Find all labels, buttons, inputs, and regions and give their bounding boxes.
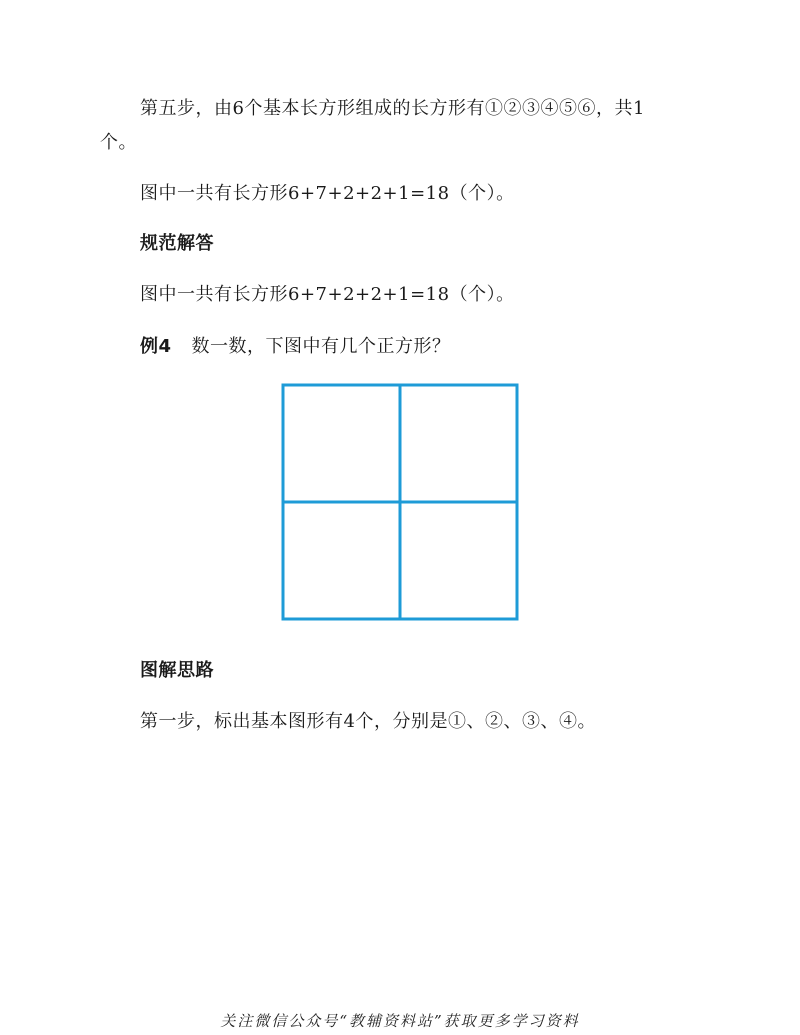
step5-line2: 个。 [100,132,137,153]
solution-answer-text: 图中一共有长方形6+7+2+2+1=18（个）。 [140,284,515,305]
step5-line1: 第五步，由6个基本长方形组成的长方形有①②③④⑤⑥，共1 [140,98,645,119]
example-4-question [140,333,451,361]
analysis-heading: 图解思路 [140,660,214,681]
solution-heading: 规范解答 [140,233,214,254]
step1-text: 第一步，标出基本图形有4个，分别是①、②、③、④。 [140,711,596,732]
example-text: 数一数，下图中有几个正方形？ [191,336,451,357]
footer-note: 关注微信公众号“教辅资料站”获取更多学习资料 [220,1012,580,1030]
square-grid-figure [280,382,520,622]
example-label: 例4 [140,336,172,357]
total-rectangles-text: 图中一共有长方形6+7+2+2+1=18（个）。 [140,183,515,204]
